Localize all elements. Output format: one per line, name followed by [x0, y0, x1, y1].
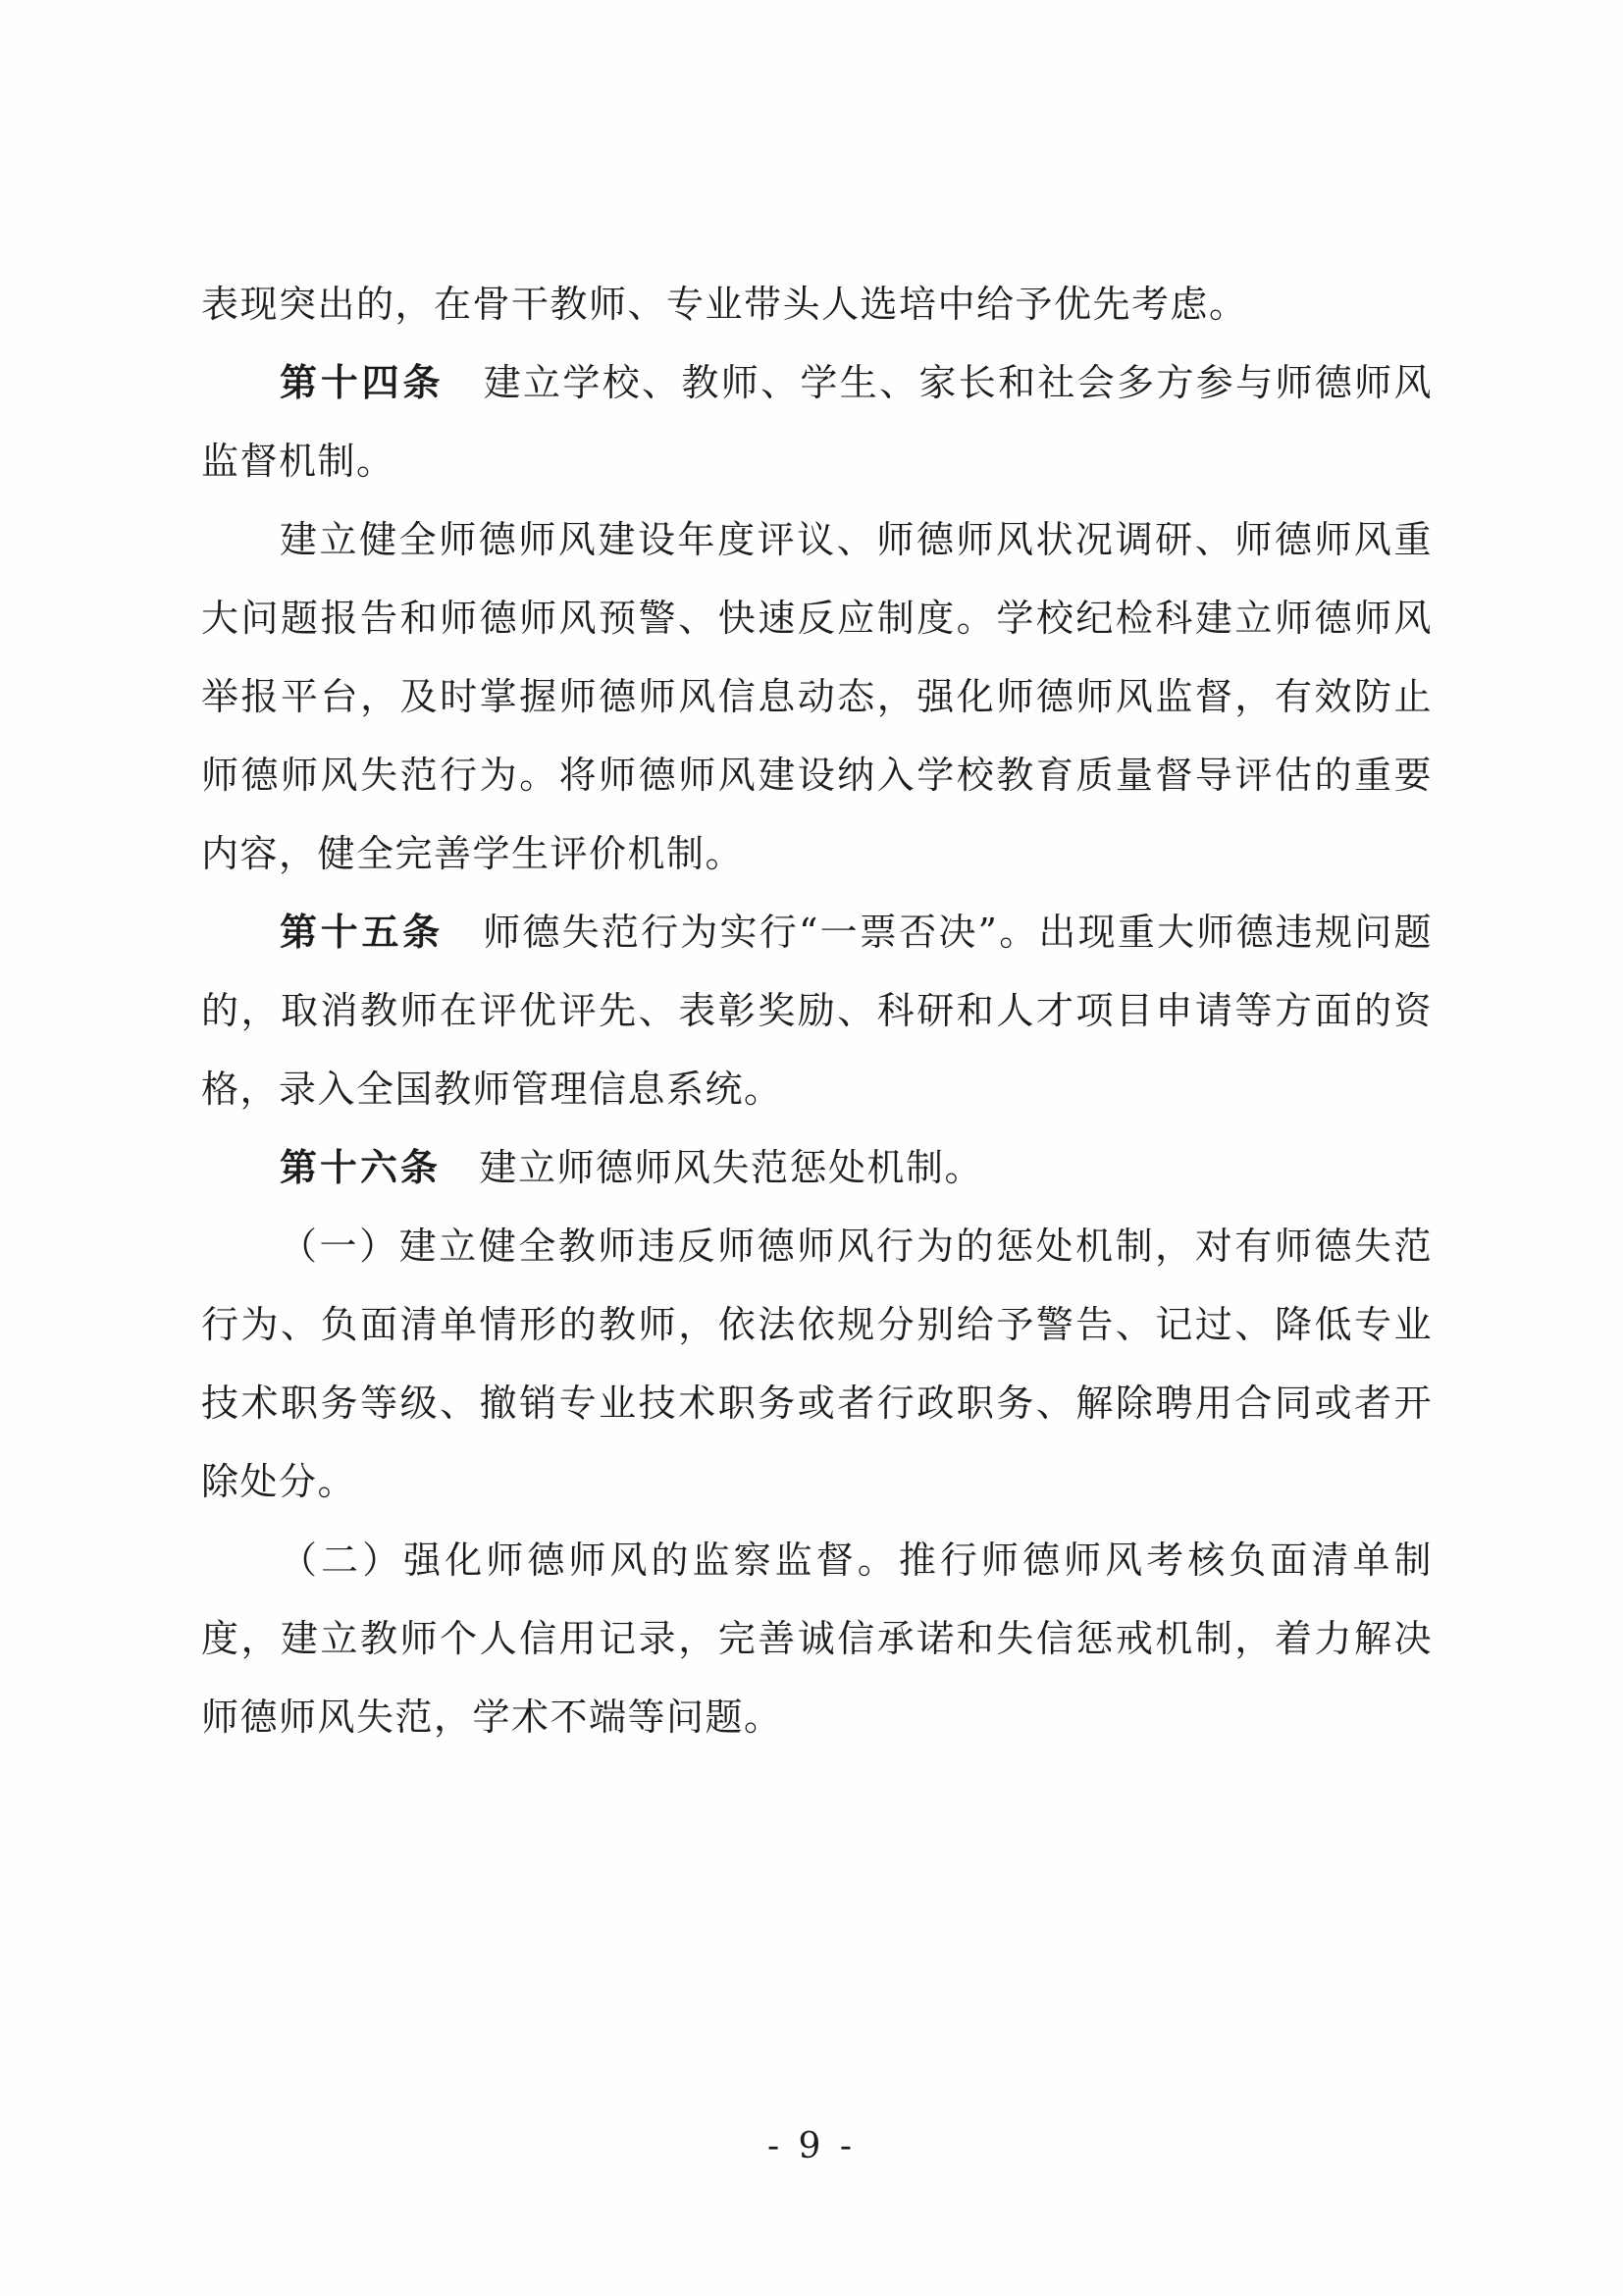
paragraph-content: 建立师德师风失范惩处机制。 — [441, 1146, 984, 1189]
paragraph-text — [201, 265, 1433, 343]
paragraph-text — [201, 343, 1433, 500]
paragraph-article-14 — [201, 343, 1433, 500]
paragraph-article-14-body — [201, 500, 1433, 893]
paragraph-article-16 — [201, 1128, 1433, 1207]
paragraph-content: （一）建立健全教师违反师德师风行为的惩处机制，对有师德失范行为、负面清单情形的教师，依法依规分别给予警告、记过、降低专业技术职务等级、撤销专业技术职务或者行政职务、解除聘用合同或者开除处分。 — [201, 1225, 1433, 1503]
paragraph-continued — [201, 265, 1433, 343]
paragraph-text — [201, 1128, 1433, 1207]
paragraph-text — [201, 1207, 1433, 1521]
paragraph-content: 师德失范行为实行“一票否决”。出现重大师德违规问题的，取消教师在评优评先、表彰奖励、科研和人才项目申请等方面的资格，录入全国教师管理信息系统。 — [201, 911, 1433, 1111]
paragraph-text — [201, 893, 1433, 1128]
paragraph-content: 建立学校、教师、学生、家长和社会多方参与师德师风监督机制。 — [201, 361, 1433, 483]
page-number: - 9 - — [766, 2126, 857, 2166]
paragraph-content: 建立健全师德师风建设年度评议、师德师风状况调研、师德师风重大问题报告和师德师风预警、快速反应制度。学校纪检科建立师德师风举报平台，及时掌握师德师风信息动态，强化师德师风监督，有效防止师德师风失范行为。将师德师风建设纳入学校教育质量督导评估的重要内容，健全完善学生评价机制。 — [201, 518, 1433, 875]
paragraph-article-16-item-2 — [201, 1521, 1433, 1756]
paragraph-lead: 第十五条 — [280, 910, 444, 954]
paragraph-article-16-item-1 — [201, 1207, 1433, 1521]
document-body — [201, 265, 1433, 1756]
paragraph-lead: 第十六条 — [280, 1145, 442, 1189]
paragraph-text — [201, 1521, 1433, 1756]
paragraph-article-15 — [201, 893, 1433, 1128]
paragraph-lead: 第十四条 — [280, 360, 445, 404]
paragraph-content: （二）强化师德师风的监察监督。推行师德师风考核负面清单制度，建立教师个人信用记录，完善诚信承诺和失信惩戒机制，着力解决师德师风失范，学术不端等问题。 — [201, 1539, 1433, 1739]
paragraph-content: 表现突出的，在骨干教师、专业带头人选培中给予优先考虑。 — [201, 283, 1248, 326]
paragraph-text — [201, 500, 1433, 893]
